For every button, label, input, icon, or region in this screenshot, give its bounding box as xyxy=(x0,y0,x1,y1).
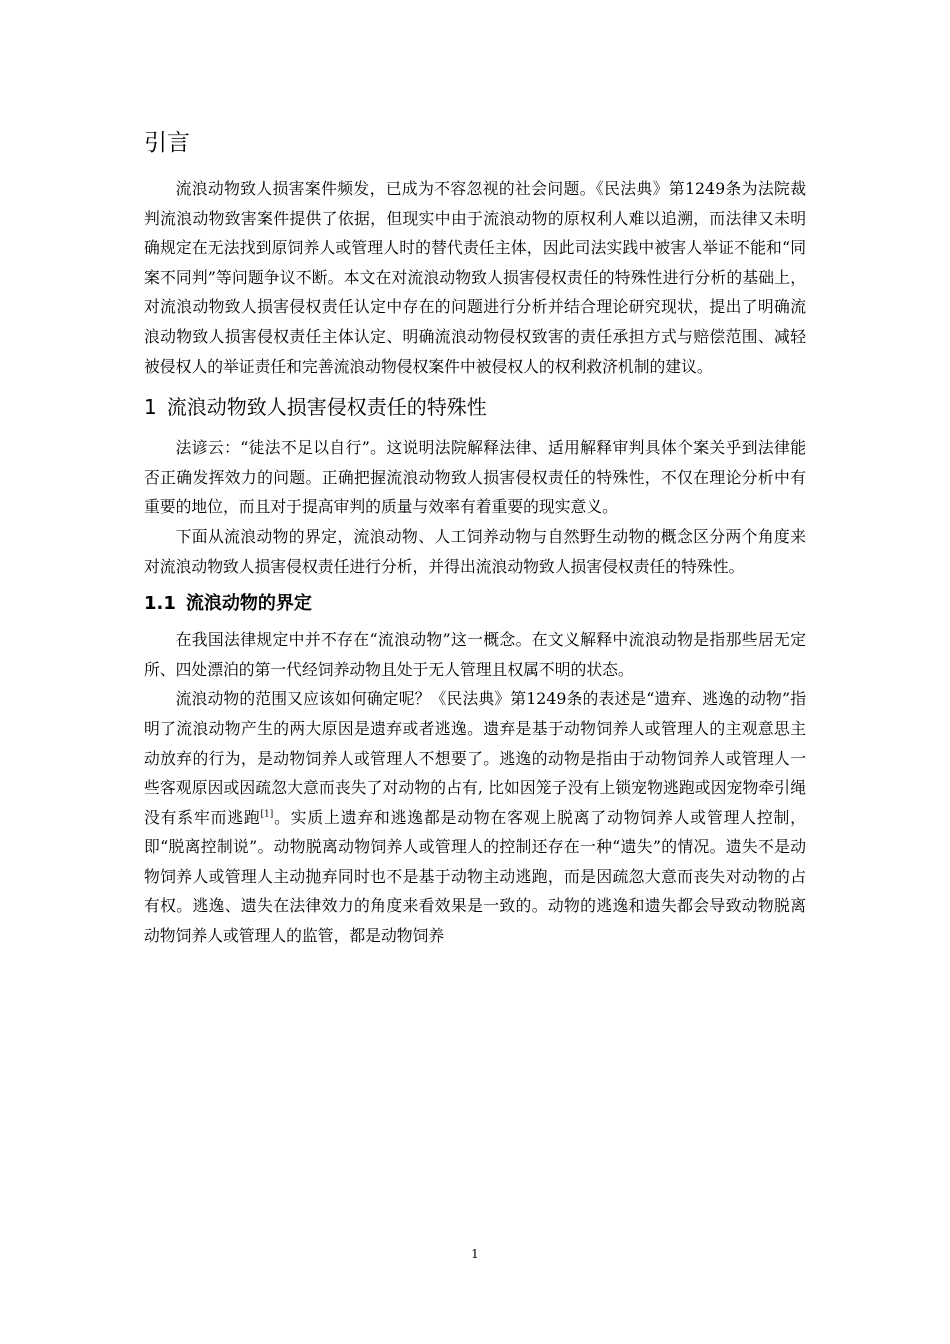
section-1-1-number: 1.1 xyxy=(144,593,176,615)
section-1-number: 1 xyxy=(144,395,157,420)
intro-paragraph: 流浪动物致人损害案件频发，已成为不容忽视的社会问题。《民法典》第1249条为法院裁判流浪动物致害案件提供了依据，但现实中由于流浪动物的原权利人难以追溯，而法律又未明确规定在无法找到原饲养人或管理人时的替代责任主体，因此司法实践中被害人举证不能和“同案不同判”等问题争议不断。本文在对流浪动物致人损害侵权责任的特殊性进行分析的基础上，对流浪动物致人损害侵权责任认定中存在的问题进行分析并结合理论研究现状，提出了明确流浪动物致人损害侵权责任主体认定、明确流浪动物侵权致害的责任承担方式与赔偿范围、减轻被侵权人的举证责任和完善流浪动物侵权案件中被侵权人的权利救济机制的建议。 xyxy=(144,179,806,376)
section-1-title: 流浪动物致人损害侵权责任的特殊性 xyxy=(166,395,487,420)
section-1-1-paragraph-1: 在我国法律规定中并不存在“流浪动物”这一概念。在文义解释中流浪动物是指那些居无定所、四处漂泊的第一代经饲养动物且处于无人管理且权属不明的状态。 xyxy=(144,630,806,679)
section-1-heading xyxy=(144,391,806,423)
page-number: 1 xyxy=(471,1247,479,1261)
section-1-paragraph-2: 下面从流浪动物的界定，流浪动物、人工饲养动物与自然野生动物的概念区分两个角度来对流浪动物致人损害侵权责任进行分析，并得出流浪动物致人损害侵权责任的特殊性。 xyxy=(144,526,806,576)
section-1-1-title: 流浪动物的界定 xyxy=(185,593,312,615)
paragraph-text-before-reference: 流浪动物的范围又应该如何确定呢？《民法典》第1249条的表述是“遗弃、逃逸的动物”指明了流浪动物产生的两大原因是遗弃或者逃逸。遗弃是基于动物饲养人或管理人的主观意思主动放弃的行为，是动物饲养人或管理人不想要了。逃逸的动物是指由于动物饲养人或管理人一些客观原因或因疏忽大意而丧失了对动物的占有, 比如因笼子没有上锁宠物逃跑或因宠物牵引绳没有系牢而逃跑 xyxy=(144,689,806,827)
paragraph-text-after-reference: 。实质上遗弃和逃逸都是动物在客观上脱离了动物饲养人或管理人控制，即“脱离控制说”。动物脱离动物饲养人或管理人的控制还存在一种“遗失”的情况。遗失不是动物饲养人或管理人主动抛弃同时也不是基于动物主动逃跑，而是因疏忽大意而丧失对动物的占有权。逃逸、遗失在法律效力的角度来看效果是一致的。动物的逃逸和遗失都会导致动物脱离动物饲养人或管理人的监管，都是动物饲养 xyxy=(144,807,806,946)
section-1-1-heading xyxy=(144,589,806,619)
intro-heading: 引言 xyxy=(144,130,190,156)
page-body xyxy=(144,126,806,951)
citation-reference: [1] xyxy=(260,809,274,820)
section-1-1-paragraph-2 xyxy=(144,684,806,950)
section-1-paragraph-1: 法谚云：“徒法不足以自行”。这说明法院解释法律、适用解释审判具体个案关乎到法律能否正确发挥效力的问题。正确把握流浪动物致人损害侵权责任的特殊性，不仅在理论分析中有重要的地位，而且对于提高审判的质量与效率有着重要的现实意义。 xyxy=(144,438,806,517)
